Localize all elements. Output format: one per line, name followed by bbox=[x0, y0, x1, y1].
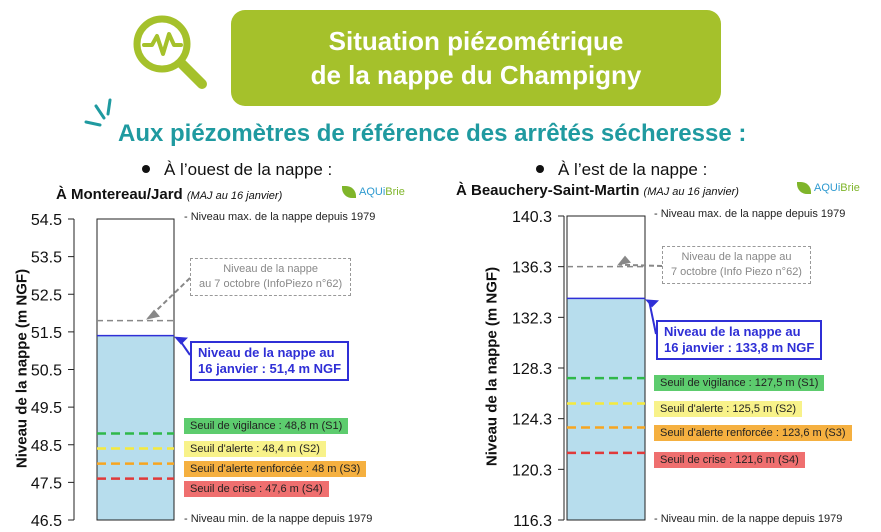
station-name: À Montereau/Jard bbox=[56, 186, 183, 203]
update-date: (MAJ au 16 janvier) bbox=[186, 190, 283, 202]
max-level-label: - Niveau max. de la nappe depuis 1979 bbox=[654, 208, 846, 220]
y-tick-label: 50.5 bbox=[30, 362, 62, 380]
y-tick-label: 116.3 bbox=[513, 513, 552, 530]
leaf-icon bbox=[797, 182, 811, 194]
station-title-west bbox=[56, 186, 282, 203]
y-tick-label: 136.3 bbox=[511, 259, 552, 277]
threshold-label-renforcee: Seuil d'alerte renforcée : 123,6 m (S3) bbox=[654, 425, 852, 441]
current-arrowhead bbox=[645, 299, 659, 307]
october-callout-line1: Niveau de la nappe au bbox=[681, 251, 792, 263]
october-callout-line1: Niveau de la nappe bbox=[223, 263, 318, 275]
current-callout-line1: Niveau de la nappe au bbox=[664, 324, 801, 339]
spark-icon bbox=[80, 96, 120, 136]
region-west bbox=[142, 160, 332, 180]
october-arrow bbox=[148, 278, 190, 319]
y-tick-label: 49.5 bbox=[30, 400, 62, 418]
water-level-bar bbox=[97, 336, 174, 520]
threshold-label-alerte: Seuil d'alerte : 48,4 m (S2) bbox=[184, 441, 326, 457]
y-axis-label: Niveau de la nappe (m NGF) bbox=[483, 266, 501, 467]
water-level-bar bbox=[567, 298, 645, 520]
october-arrowhead bbox=[617, 256, 631, 266]
bullet-dot bbox=[142, 165, 150, 173]
y-tick-label: 140.3 bbox=[511, 209, 552, 226]
y-tick-label: 52.5 bbox=[30, 287, 62, 305]
update-date: (MAJ au 16 janvier) bbox=[643, 186, 739, 198]
current-arrowhead bbox=[174, 337, 188, 345]
current-arrow bbox=[649, 300, 656, 334]
october-callout-line2: 7 octobre (Info Piezo n°62) bbox=[671, 266, 802, 278]
threshold-label-vigilance: Seuil de vigilance : 127,5 m (S1) bbox=[654, 375, 824, 391]
region-west-label: À l’ouest de la nappe : bbox=[164, 160, 333, 179]
region-east-label: À l’est de la nappe : bbox=[558, 160, 708, 179]
current-level-callout bbox=[656, 320, 822, 360]
current-callout-line2: 16 janvier : 51,4 m NGF bbox=[198, 361, 342, 376]
y-tick-label: 47.5 bbox=[30, 475, 62, 493]
october-callout-line2: au 7 octobre (InfoPiezo n°62) bbox=[199, 278, 343, 290]
range-column bbox=[97, 219, 174, 520]
y-tick-label: 132.3 bbox=[511, 310, 552, 328]
range-column bbox=[567, 216, 645, 520]
page-title-line1: Situation piézométrique bbox=[328, 26, 624, 56]
threshold-label-crise: Seuil de crise : 47,6 m (S4) bbox=[184, 481, 329, 497]
subtitle: Aux piézomètres de référence des arrêtés sécheresse : bbox=[118, 120, 747, 147]
min-level-label: - Niveau min. de la nappe depuis 1979 bbox=[654, 513, 843, 525]
leaf-icon bbox=[342, 186, 356, 198]
y-axis-label: Niveau de la nappe (m NGF) bbox=[13, 268, 31, 468]
magnifier-pulse-icon bbox=[128, 8, 214, 94]
page-title-line2: de la nappe du Champigny bbox=[310, 60, 642, 90]
threshold-label-renforcee: Seuil d'alerte renforcée : 48 m (S3) bbox=[184, 461, 366, 477]
october-level-callout bbox=[662, 246, 811, 284]
y-tick-label: 124.3 bbox=[511, 411, 552, 429]
y-tick-label: 48.5 bbox=[30, 437, 62, 455]
station-name: À Beauchery-Saint-Martin bbox=[456, 182, 640, 199]
y-tick-label: 51.5 bbox=[30, 324, 62, 342]
region-east bbox=[536, 160, 707, 180]
y-tick-label: 46.5 bbox=[30, 513, 62, 530]
y-tick-label: 53.5 bbox=[30, 249, 62, 267]
bullet-dot bbox=[536, 165, 544, 173]
threshold-label-alerte: Seuil d'alerte : 125,5 m (S2) bbox=[654, 401, 802, 417]
y-tick-label: 128.3 bbox=[511, 361, 552, 378]
y-tick-label: 120.3 bbox=[511, 462, 552, 480]
aquibrie-logo: AQUiBrie bbox=[797, 182, 860, 194]
october-level-callout bbox=[190, 258, 351, 296]
title-banner bbox=[231, 10, 721, 106]
y-tick-label: 54.5 bbox=[30, 212, 62, 229]
threshold-label-vigilance: Seuil de vigilance : 48,8 m (S1) bbox=[184, 418, 348, 434]
threshold-label-crise: Seuil de crise : 121,6 m (S4) bbox=[654, 452, 805, 468]
max-level-label: - Niveau max. de la nappe depuis 1979 bbox=[184, 211, 376, 223]
min-level-label: - Niveau min. de la nappe depuis 1979 bbox=[184, 513, 373, 525]
station-title-east bbox=[456, 182, 739, 199]
current-arrow bbox=[178, 338, 190, 355]
current-callout-line2: 16 janvier : 133,8 m NGF bbox=[664, 340, 815, 355]
october-arrowhead bbox=[146, 310, 160, 320]
aquibrie-logo: AQUiBrie bbox=[342, 186, 405, 198]
current-level-callout bbox=[190, 341, 349, 381]
current-callout-line1: Niveau de la nappe au bbox=[198, 345, 335, 360]
october-arrow bbox=[619, 265, 662, 266]
